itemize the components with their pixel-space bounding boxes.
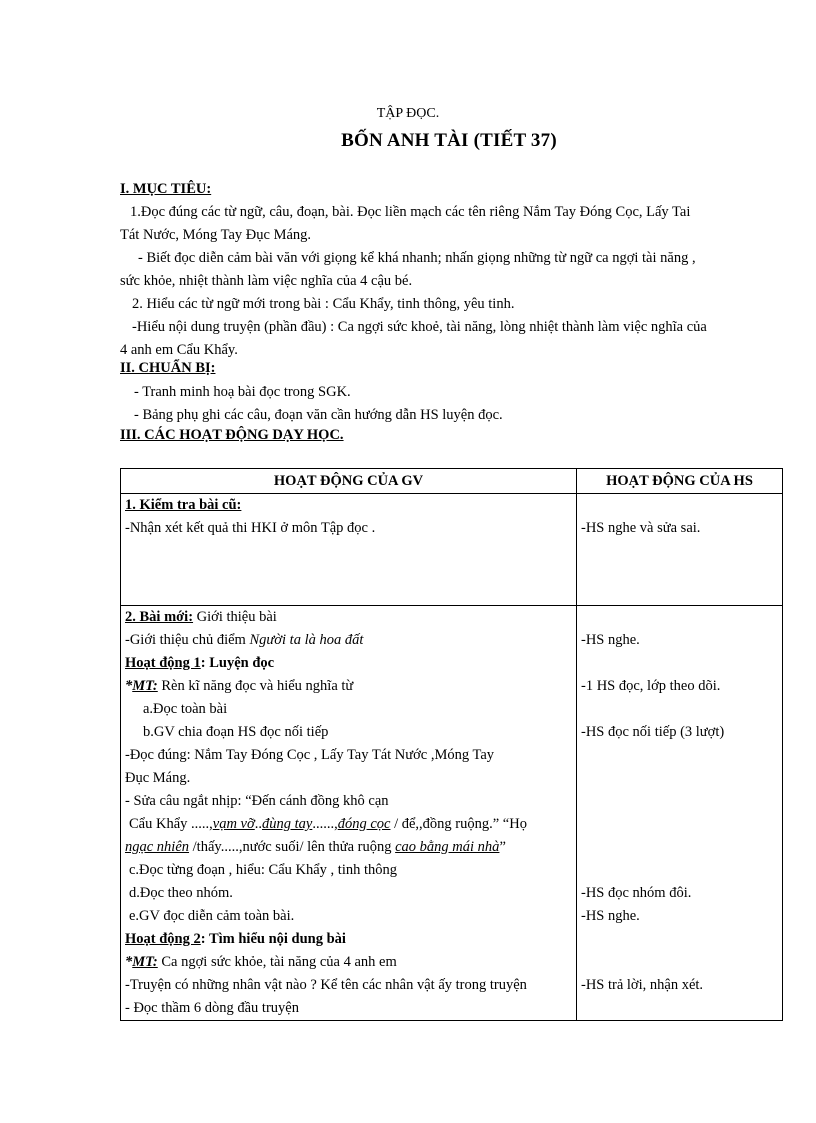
row1-heading: 1. Kiểm tra bài cũ:: [125, 497, 242, 513]
row1-gv-cell: [121, 494, 577, 606]
objective-line: 2. Hiểu các từ ngữ mới trong bài : Cẩu Khẩy, tinh thông, yêu tinh.: [132, 296, 515, 312]
row1-gv-text: -Nhận xét kết quả thi HKI ở môn Tập đọc .: [125, 520, 376, 536]
section2-heading: II. CHUẨN BỊ:: [120, 360, 216, 376]
mt-label: MT:: [132, 678, 158, 694]
objective-line: sức khỏe, nhiệt thành làm việc nghĩa của 4 cậu bé.: [120, 273, 413, 289]
subject-label: TẬP ĐỌC.: [376, 106, 440, 121]
page-title: BỐN ANH TÀI (TIẾT 37): [341, 130, 557, 151]
row1-hs-text: -HS nghe và sửa sai.: [581, 520, 701, 536]
objective-line: 1.Đọc đúng các từ ngữ, câu, đoạn, bài. Đọc liền mạch các tên riêng Nắm Tay Đóng Cọc, Lấy Tai: [130, 204, 691, 220]
row2-gv-cell: 2. Bài mới: Giới thiệu bài -Giới thiệu chủ điểm Người ta là hoa đất Hoạt động 1: Luyện đọc *MT: Rèn kĩ năng đọc và hiểu nghĩa từ a.Đọc toàn bài b.GV chia đoạn HS đọc nối tiếp -Đọc đúng: Nắm Tay Đóng Cọc , Lấy Tay Tát Nước ,Móng Tay Đục Máng. - Sửa câu ngắt nhịp: “Đến cánh đồng khô cạn Cẩu Khẩy .....,vạm vỡ..đùng tay......,đóng cọc / để,,đồng ruộng.” “Họ ngạc nhiên /thấy.....,nước suối/ lên thửa ruộng cao bằng mái nhà” c.Đọc từng đoạn , hiểu: Cẩu Khẩy , tinh thông d.Đọc theo nhóm. e.GV đọc diễn cảm toàn bài. Hoạt động 2: Tìm hiểu nội dung bài *MT: Ca ngợi sức khỏe, tài năng của 4 anh em -Truyện có những nhân vật nào ? Kể tên các nhân vật ấy trong truyện - Đọc thầm 6 dòng đầu truyện: [121, 606, 577, 1021]
activity2-heading: Hoạt động 2: [125, 931, 201, 947]
mt-label: MT:: [132, 954, 158, 970]
objective-line: Tát Nước, Móng Tay Đục Máng.: [120, 227, 312, 243]
section3-heading: III. CÁC HOẠT ĐỘNG DẠY HỌC.: [120, 427, 344, 443]
col-header-hs: HOẠT ĐỘNG CỦA HS: [577, 469, 783, 494]
objective-line: -Hiểu nội dung truyện (phần đầu) : Ca ngợi sức khoẻ, tài năng, lòng nhiệt thành làm việc nghĩa của: [132, 319, 707, 335]
activity-table: [120, 468, 783, 1021]
objective-line: 4 anh em Cẩu Khẩy.: [120, 342, 238, 358]
row2-heading: 2. Bài mới:: [125, 609, 194, 625]
row2-hs-cell: -HS nghe. -1 HS đọc, lớp theo dõi. -HS đọc nối tiếp (3 lượt) -HS đọc nhóm đôi. -HS nghe. -HS trả lời, nhận xét.: [577, 606, 783, 1021]
prep-line: - Bảng phụ ghi các câu, đoạn văn cần hướng dẫn HS luyện đọc.: [134, 407, 503, 423]
section1-heading: I. MỤC TIÊU:: [120, 181, 212, 197]
topic-name: Người ta là hoa đất: [249, 632, 364, 648]
objective-line: - Biết đọc diễn cảm bài văn với giọng kể khá nhanh; nhấn giọng những từ ngữ ca ngợi tài năng ,: [138, 250, 696, 266]
prep-line: - Tranh minh hoạ bài đọc trong SGK.: [134, 384, 351, 400]
col-header-gv: HOẠT ĐỘNG CỦA GV: [121, 469, 577, 494]
activity1-heading: Hoạt động 1: [125, 655, 201, 671]
row1-hs-cell: [577, 494, 783, 606]
